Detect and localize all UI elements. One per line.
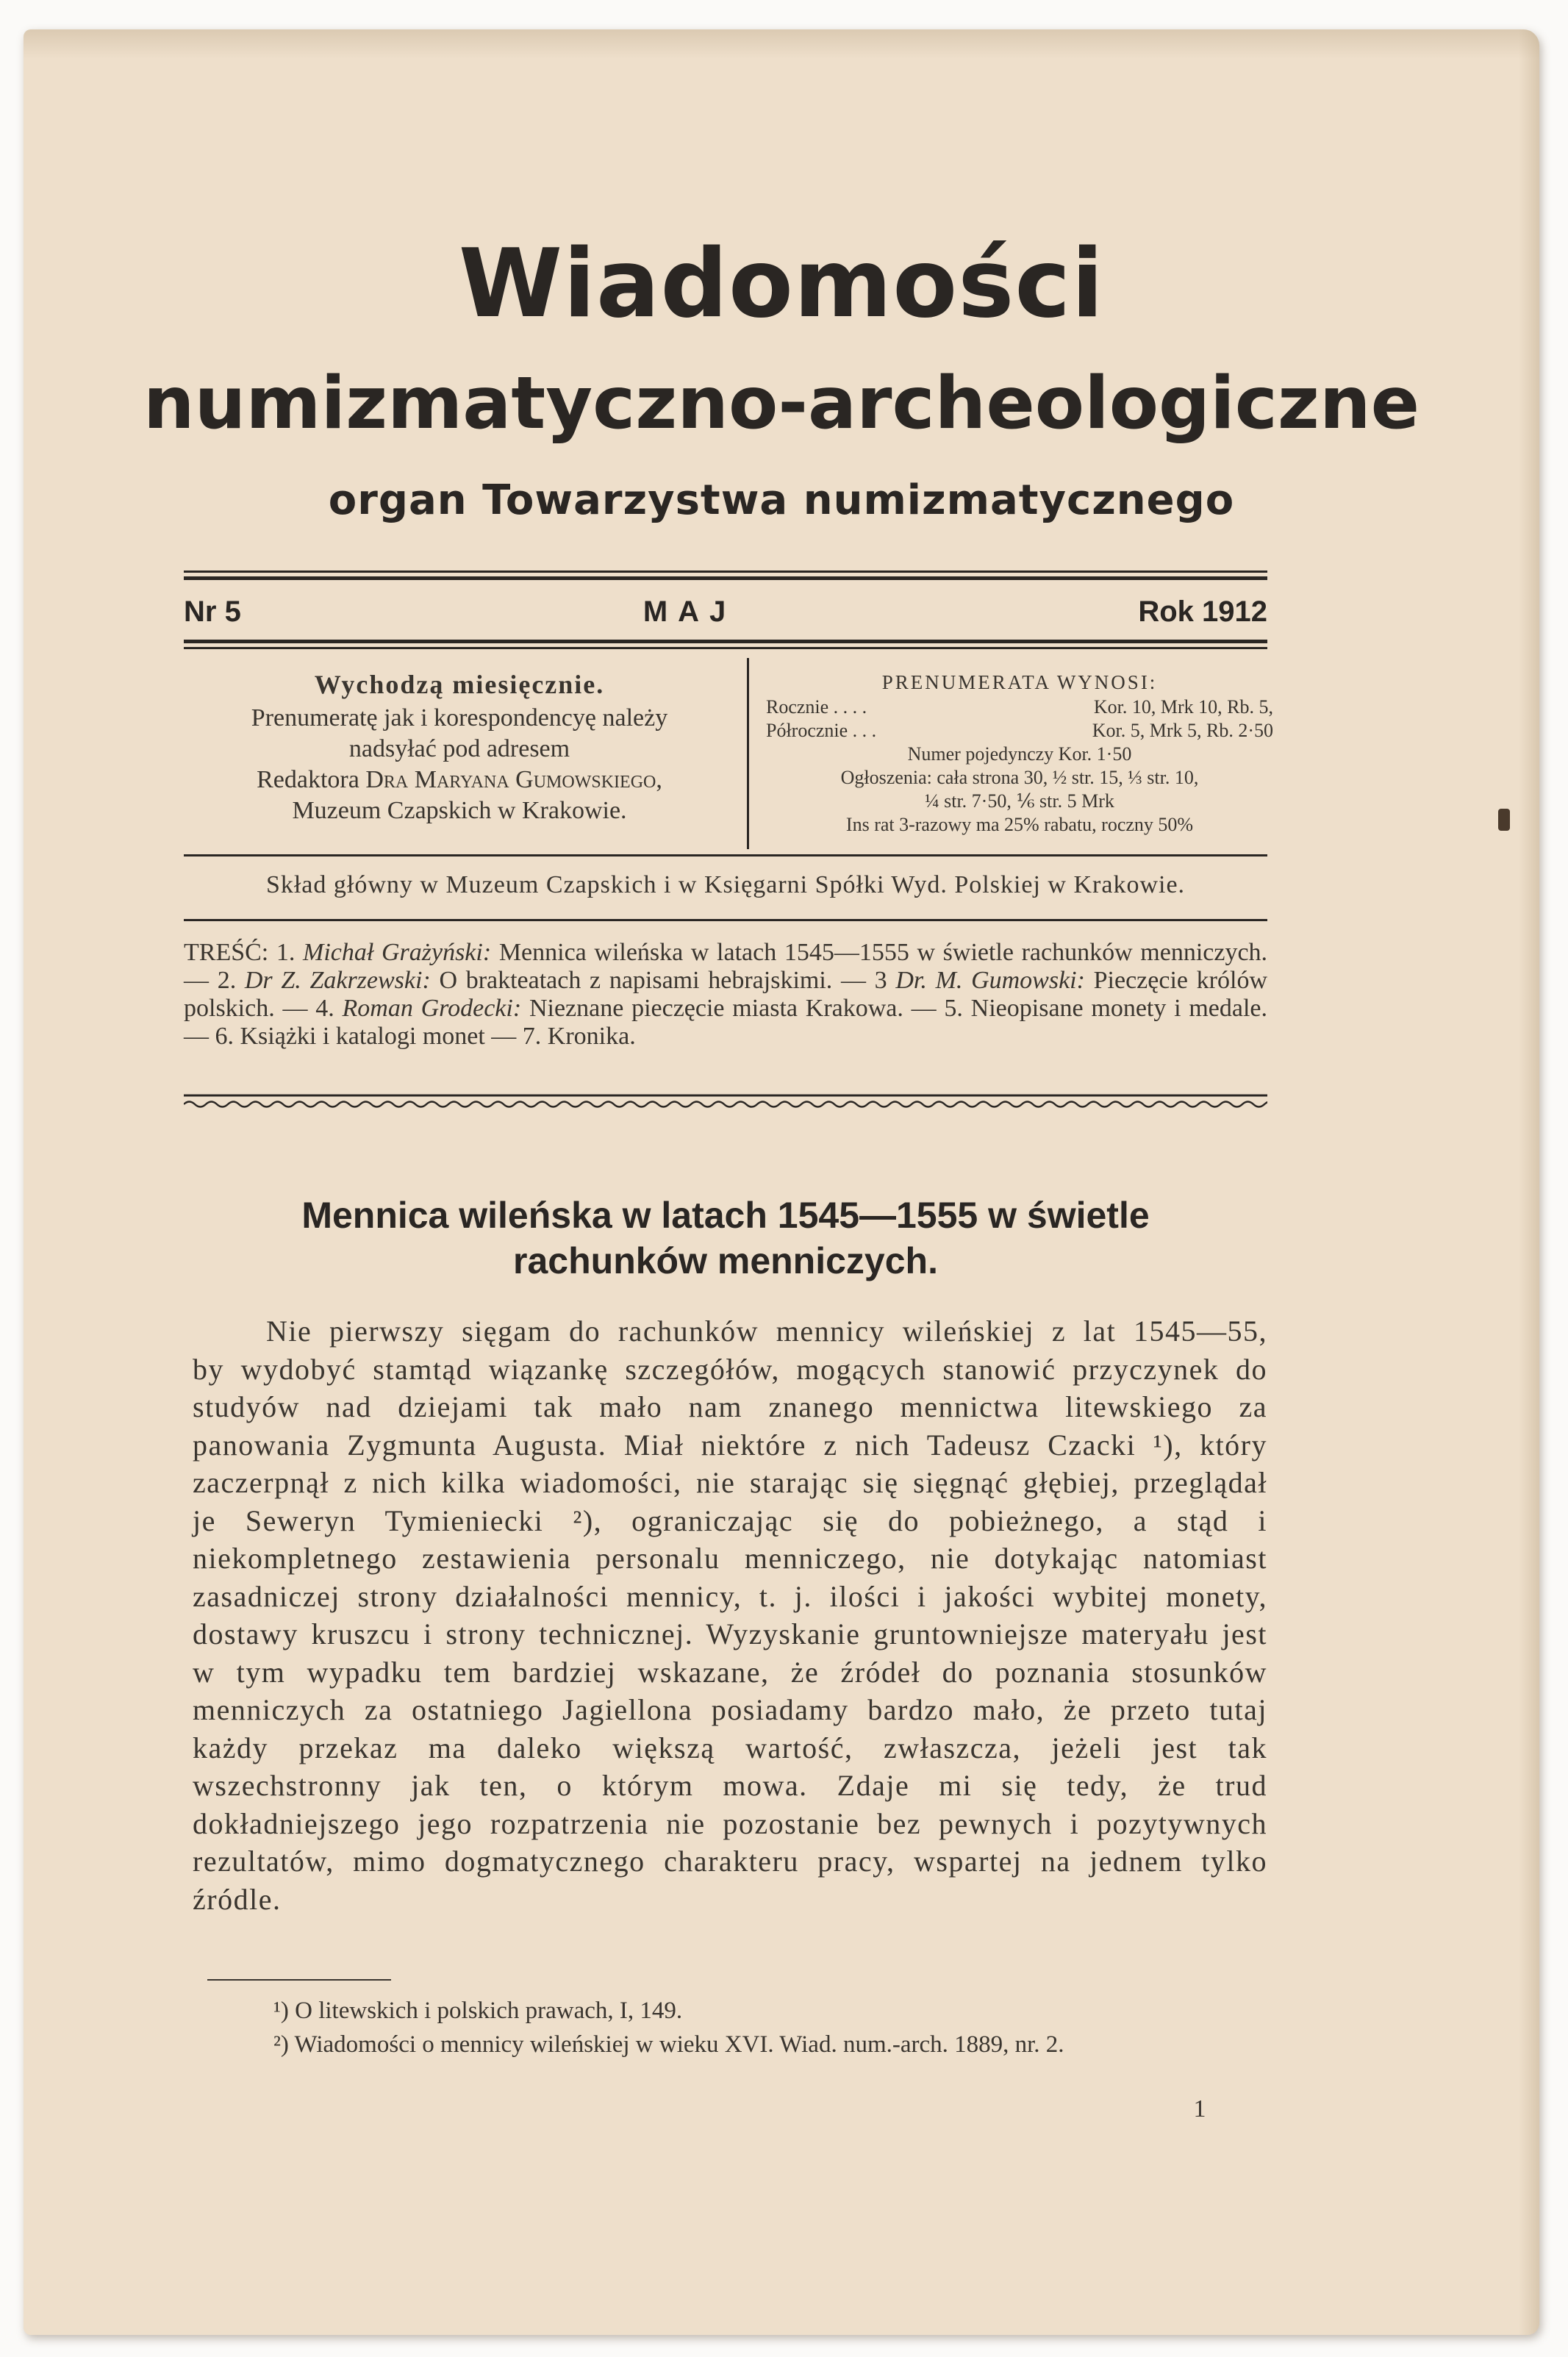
masthead-subtitle: numizmatyczno-archeologiczne bbox=[143, 362, 1420, 446]
toc-number: 1. bbox=[276, 939, 296, 966]
toc-author: Michał Grażyński: bbox=[303, 939, 492, 966]
footnote-rule bbox=[207, 1979, 391, 1981]
journal-page bbox=[24, 29, 1539, 2335]
price-label: Półrocznie . . . bbox=[766, 720, 877, 741]
article-body bbox=[193, 1312, 1267, 1918]
price-row-halfyear bbox=[766, 719, 1273, 743]
article-title-line: Mennica wileńska w latach 1545—1555 w świetle bbox=[301, 1195, 1150, 1236]
toc-entry: 5. Nieopisane monety i medale. — bbox=[184, 995, 1268, 1050]
rule-sklad-bottom bbox=[184, 919, 1267, 921]
price-value: Kor. 10, Mrk 10, Rb. 5, bbox=[1093, 696, 1273, 718]
issue-row bbox=[184, 595, 1267, 629]
publication-info-line: Prenumeratę jak i korespondencyę należy bbox=[251, 704, 668, 732]
decorative-wave-rule bbox=[184, 1094, 1267, 1112]
price-value: Kor. 5, Mrk 5, Rb. 2·50 bbox=[1092, 720, 1273, 741]
publication-info bbox=[184, 669, 735, 826]
publication-info-line: nadsyłać pod adresem bbox=[348, 735, 570, 762]
issue-month: MAJ bbox=[642, 595, 737, 628]
editor-name: Dra Maryana Gumowskiego, bbox=[365, 766, 662, 793]
single-issue-price: Numer pojedynczy Kor. 1·50 bbox=[907, 743, 1132, 765]
rule-issue-bottom-thick bbox=[184, 640, 1267, 643]
toc-label: TREŚĆ: bbox=[184, 939, 269, 966]
masthead-organ: organ Towarzystwa numizmatycznego bbox=[328, 476, 1235, 524]
ads-pricing-line: Ogłoszenia: cała strona 30, ½ str. 15, ⅓ str. 10, bbox=[840, 767, 1199, 788]
article-title bbox=[184, 1192, 1267, 1284]
issue-year: Rok 1912 bbox=[1138, 595, 1267, 628]
price-row-yearly bbox=[766, 695, 1273, 719]
editor-prefix: Redaktora bbox=[257, 766, 359, 793]
issue-number: Nr 5 bbox=[184, 595, 241, 628]
toc-number: 4. bbox=[315, 995, 334, 1022]
toc-entry: Nieznane pieczęcie miasta Krakowa. — bbox=[529, 995, 937, 1022]
toc-author: Dr. M. Gumowski: bbox=[895, 967, 1085, 994]
subscription-heading: PRENUMERATA WYNOSI: bbox=[881, 671, 1158, 693]
table-of-contents bbox=[184, 939, 1267, 1051]
article-title-line: rachunków menniczych. bbox=[513, 1240, 938, 1281]
toc-author: Dr Z. Zakrzewski: bbox=[244, 967, 431, 994]
distribution-note: Skład główny w Muzeum Czapskich i w Księgarni Spółki Wyd. Polskiej w Krakowie. bbox=[265, 871, 1186, 898]
toc-entry: Mennica wileńska w latach 1545—1555 w świetle rachunków menniczych. — bbox=[184, 939, 1268, 994]
paper-edge-top bbox=[24, 29, 1539, 59]
publication-address: Muzeum Czapskich w Krakowie. bbox=[292, 797, 627, 824]
editor-line bbox=[184, 765, 735, 795]
column-divider bbox=[747, 658, 749, 849]
footnote: ¹) O litewskich i polskich prawach, I, 149. bbox=[273, 1997, 683, 2024]
paper-stain bbox=[1498, 809, 1510, 831]
toc-number: 3 bbox=[874, 967, 887, 994]
page-number: 1 bbox=[1193, 2095, 1206, 2122]
article-paragraph: Nie pierwszy sięgam do rachunków mennicy wileńskiej z lat 1545—55, by wydobyć stamtąd wiązankę szczegółów, mogących stanowić przyczynek do studyów nad dziejami tak mało nam znanego mennictwa litewskiego za panowania Zygmunta Augusta. Miał niektóre z nich Tadeusz Czacki ¹), który zaczerpnął z nich kilka wiadomości, nie starając się sięgnąć głębiej, przeglądał je Seweryn Tymieniecki ²), ograniczając się do pobieżnego, a stąd i niekompletnego zestawienia personalu menniczego, nie dotykając natomiast zasadniczej strony działalności mennicy, t. j. ilości i jakości wybitej monety, dostawy kruszcu i strony technicznej. Wyzyskanie gruntowniejsze materyału jest w tym wypadku tem bardziej wskazane, że źródeł do poznania stosunków menniczych za ostatniego Jagiellona posiadamy bardzo mało, że przeto tutaj każdy przekaz ma daleko większą wartość, zwłaszcza, jeżeli jest tak wszechstronny jak ten, o którym mowa. Zdaje mi się tedy, że trud dokładniejszego jego rozpatrzenia nie pozostanie bez pewnych i pozytywnych rezultatów, mimo dogmatycznego charakteru pracy, wspartej na jednem tylko źródle. bbox=[193, 1315, 1267, 1916]
toc-author: Roman Grodecki: bbox=[342, 995, 522, 1022]
rule-top-thick bbox=[184, 576, 1267, 580]
toc-number: 2. bbox=[217, 967, 237, 994]
subscription-info bbox=[766, 670, 1273, 837]
footnote: ²) Wiadomości o mennicy wileńskiej w wieku XVI. Wiad. num.-arch. 1889, nr. 2. bbox=[273, 2031, 1064, 2058]
toc-entry: O brakteatach z napisami hebrajskimi. — bbox=[439, 967, 866, 994]
rule-info-bottom bbox=[184, 854, 1267, 856]
ads-discount-line: Ins rat 3-razowy ma 25% rabatu, roczny 50% bbox=[845, 814, 1194, 835]
price-label: Rocznie . . . . bbox=[766, 696, 867, 718]
rule-top-thin bbox=[184, 571, 1267, 573]
masthead-title: Wiadomości bbox=[458, 229, 1105, 339]
toc-entry: Pieczęcie królów polskich. — bbox=[184, 967, 1267, 1022]
toc-entry: 6. Książki i katalogi monet — 7. Kronika. bbox=[215, 1023, 636, 1050]
footnotes bbox=[273, 1994, 1273, 2061]
publication-frequency: Wychodzą miesięcznie. bbox=[314, 670, 605, 699]
rule-issue-bottom-thin bbox=[184, 647, 1267, 649]
ads-pricing-line: ¼ str. 7·50, ⅙ str. 5 Mrk bbox=[925, 790, 1114, 812]
